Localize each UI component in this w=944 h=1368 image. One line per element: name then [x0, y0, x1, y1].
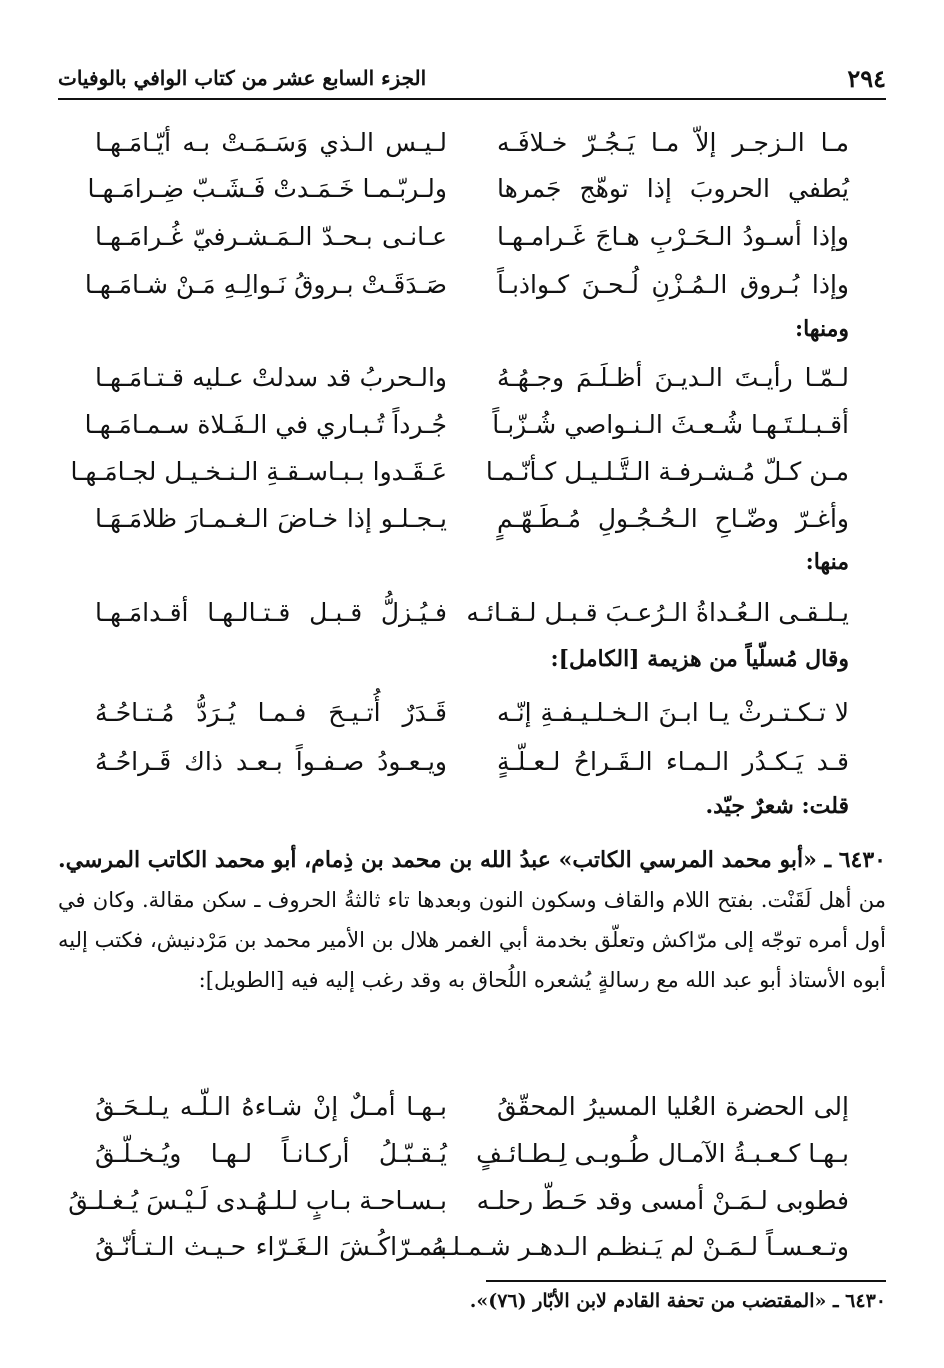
verse-line [95, 212, 849, 260]
verse-first-hemistich: يُطفي الحروبَ إذا توهّج جَمرها [497, 173, 849, 203]
verse-first-hemistich: بـهـا كـعـبـةُ الآمـال طُـوبـى لِـطـائـفٍ [476, 1138, 849, 1168]
verse-first-hemistich: وإذا أسـودُ الـحَـرْبِ هـاجَ غَـرامـهـا [497, 221, 849, 251]
verse-second-hemistich: بـمـرّاكُـشَ الـغَـرّاء حـيـث الـتـأنّـقُ [95, 1231, 447, 1261]
entry-body: من أهل لَقَنْت. بفتح اللام والقاف وسكون النون وبعدها تاء ثالثةُ الحروف ـ سكن مقالة. وكان في أول أمره توجّه إلى مرّاكش وتعلّق بخدمة أبي الغمر هلال بن الأمير محمد بن مَرْدنيش، فكتب إليه أبوه الأستاذ أبو عبد الله مع رسالةٍ يُشعره اللُحاق به وقد رغب إليه فيه [الطويل]: [58, 888, 886, 992]
verse-second-hemistich: جُـرداً تُـبـاري في الـفَـلاة سـمـامَـهـا [84, 409, 447, 439]
verse-line [95, 588, 849, 636]
verse-second-hemistich: يـجـلـو إذا خـاضَ الـغـمـارَ ظلامَـهَـا [95, 503, 447, 533]
verse-line [95, 1082, 849, 1130]
entry-heading: ٦٤٣٠ ـ «أبو محمد المرسي الكاتب» عبدُ الله بن محمد بن ذِمام، أبو محمد الكاتب المرسي. [58, 847, 886, 873]
verse-first-hemistich: لـمّـا رأيـتَ الـديـنَ أظـلَـمَ وجـهُـهُ [497, 362, 849, 392]
verse-first-hemistich: وأغـرّ وضّـاحِ الـحُـجُـولِ مُـطَـهّـمٍ [497, 503, 849, 533]
verse-line [95, 737, 849, 785]
verse-second-hemistich: صَـدَقَـتْ بـروقُ نَـوالِـهِ مَـنْ شـامَـهـا [84, 269, 447, 299]
verse-line [95, 688, 849, 736]
verse-line [95, 494, 849, 542]
verse-first-hemistich: يـلـقـى الـعُـداةُ الـرُعـبَ قـبـل لـقـائـه [466, 597, 849, 627]
footnote-rule [486, 1280, 886, 1282]
section-label: قلت: شعرٌ جيّد. [705, 793, 849, 819]
section-label: منها: [805, 549, 849, 575]
verse-first-hemistich: فطوبى لـمَـنْ أمسى وقد حَـطّ رحلـه [476, 1185, 849, 1215]
verse-line [68, 1176, 849, 1224]
verse-first-hemistich: لا تـكـتـرثْ يـا ابـنَ الـخـلـيـفـةِ إنّـه [497, 697, 849, 727]
verse-line [95, 1222, 849, 1270]
verse-line [84, 400, 849, 448]
verse-first-hemistich: وإذا بُـروق الـمُـزْنِ لُـحـنَ كـواذبـاً [497, 269, 849, 299]
verse-first-hemistich: قـد يَـكـدُر الـمـاء الـقَـراحُ لـعـلّـةٍ [497, 746, 849, 776]
verse-second-hemistich: يُـقـبّـلُ أركـانـاً لـهـا ويُـخـلّـقُ [95, 1138, 447, 1168]
verse-line [95, 353, 849, 401]
footnote: ٦٤٣٠ ـ «المقتضب من تحفة القادم لابن الأبّار (٧٦)». [469, 1290, 886, 1312]
verse-line [70, 447, 849, 495]
verse-line [95, 118, 849, 166]
running-title: الجزء السابع عشر من كتاب الوافي بالوفيات [58, 66, 427, 90]
verse-second-hemistich: والـحربُ قد سدلتْ عـليه قـتـامَـهـا [95, 362, 447, 392]
header-rule [58, 98, 886, 100]
verse-first-hemistich: وتـعـسـاً لـمَـنْ لم يَـنظـم الـدهـر شـمـلـهُ [431, 1231, 849, 1261]
verse-second-hemistich: قَـدَرٌ أُتـيـحَ فـمـا يُـرَدُّ مُـتـاحُـهُ [95, 697, 447, 727]
biography-entry [58, 840, 886, 1000]
verse-first-hemistich: إلى الحضرة العُليا المسيرُ المحقّقُ [497, 1091, 849, 1121]
verse-first-hemistich: مـا الـزجـر إلاّ مـا يَـجُـرّ خـلافَـه [497, 127, 849, 157]
verse-line [84, 260, 849, 308]
page-header [58, 58, 886, 98]
verse-second-hemistich: عَـقَـدوا بـبـاسـقـةِ الـنـخـيـل لجـامَـهـا [70, 456, 447, 486]
verse-second-hemistich: ولـربّـمـا خَـمَـدتْ فَـشَـبّ ضِـرامَـهـا [87, 173, 447, 203]
verse-second-hemistich: لـيـس الـذي وَسَـمَـتْ بـه أيّـامَـهـا [95, 127, 447, 157]
verse-second-hemistich: ويـعـودُ صـفـواً بـعـد ذاك قَـراحُـهُ [95, 746, 447, 776]
verse-second-hemistich: عـانـى بـحـدّ الـمَـشـرفيّ غُـرامَـهـا [95, 221, 447, 251]
verse-second-hemistich: بـسـاحـة بـابٍ لـلـهُـدى لَـيْـسَ يُـغـلـقُ [68, 1185, 447, 1215]
section-label: ومنها: [794, 316, 849, 342]
section-label: وقال مُسلّياً من هزيمة [الكامل]: [550, 646, 849, 672]
page-number: ٢٩٤ [847, 63, 886, 93]
verse-line [95, 1129, 849, 1177]
verse-first-hemistich: أقـبـلـتَـهـا شُـعـثَ الـنـواصي شُـزّبـاً [492, 409, 849, 439]
verse-line [87, 164, 849, 212]
verse-second-hemistich: فـيُـزلُّ قـبـل قـتـالـهـا أقـدامَـهـا [95, 597, 447, 627]
verse-first-hemistich: مـن كـلّ مُـشـرفـة الـتَّـلـيـل كـأنّـمـا [485, 456, 849, 486]
verse-second-hemistich: بـهـا أمـلٌ إنْ شـاءهُ الـلّـه يـلـحَـقُ [95, 1091, 447, 1121]
